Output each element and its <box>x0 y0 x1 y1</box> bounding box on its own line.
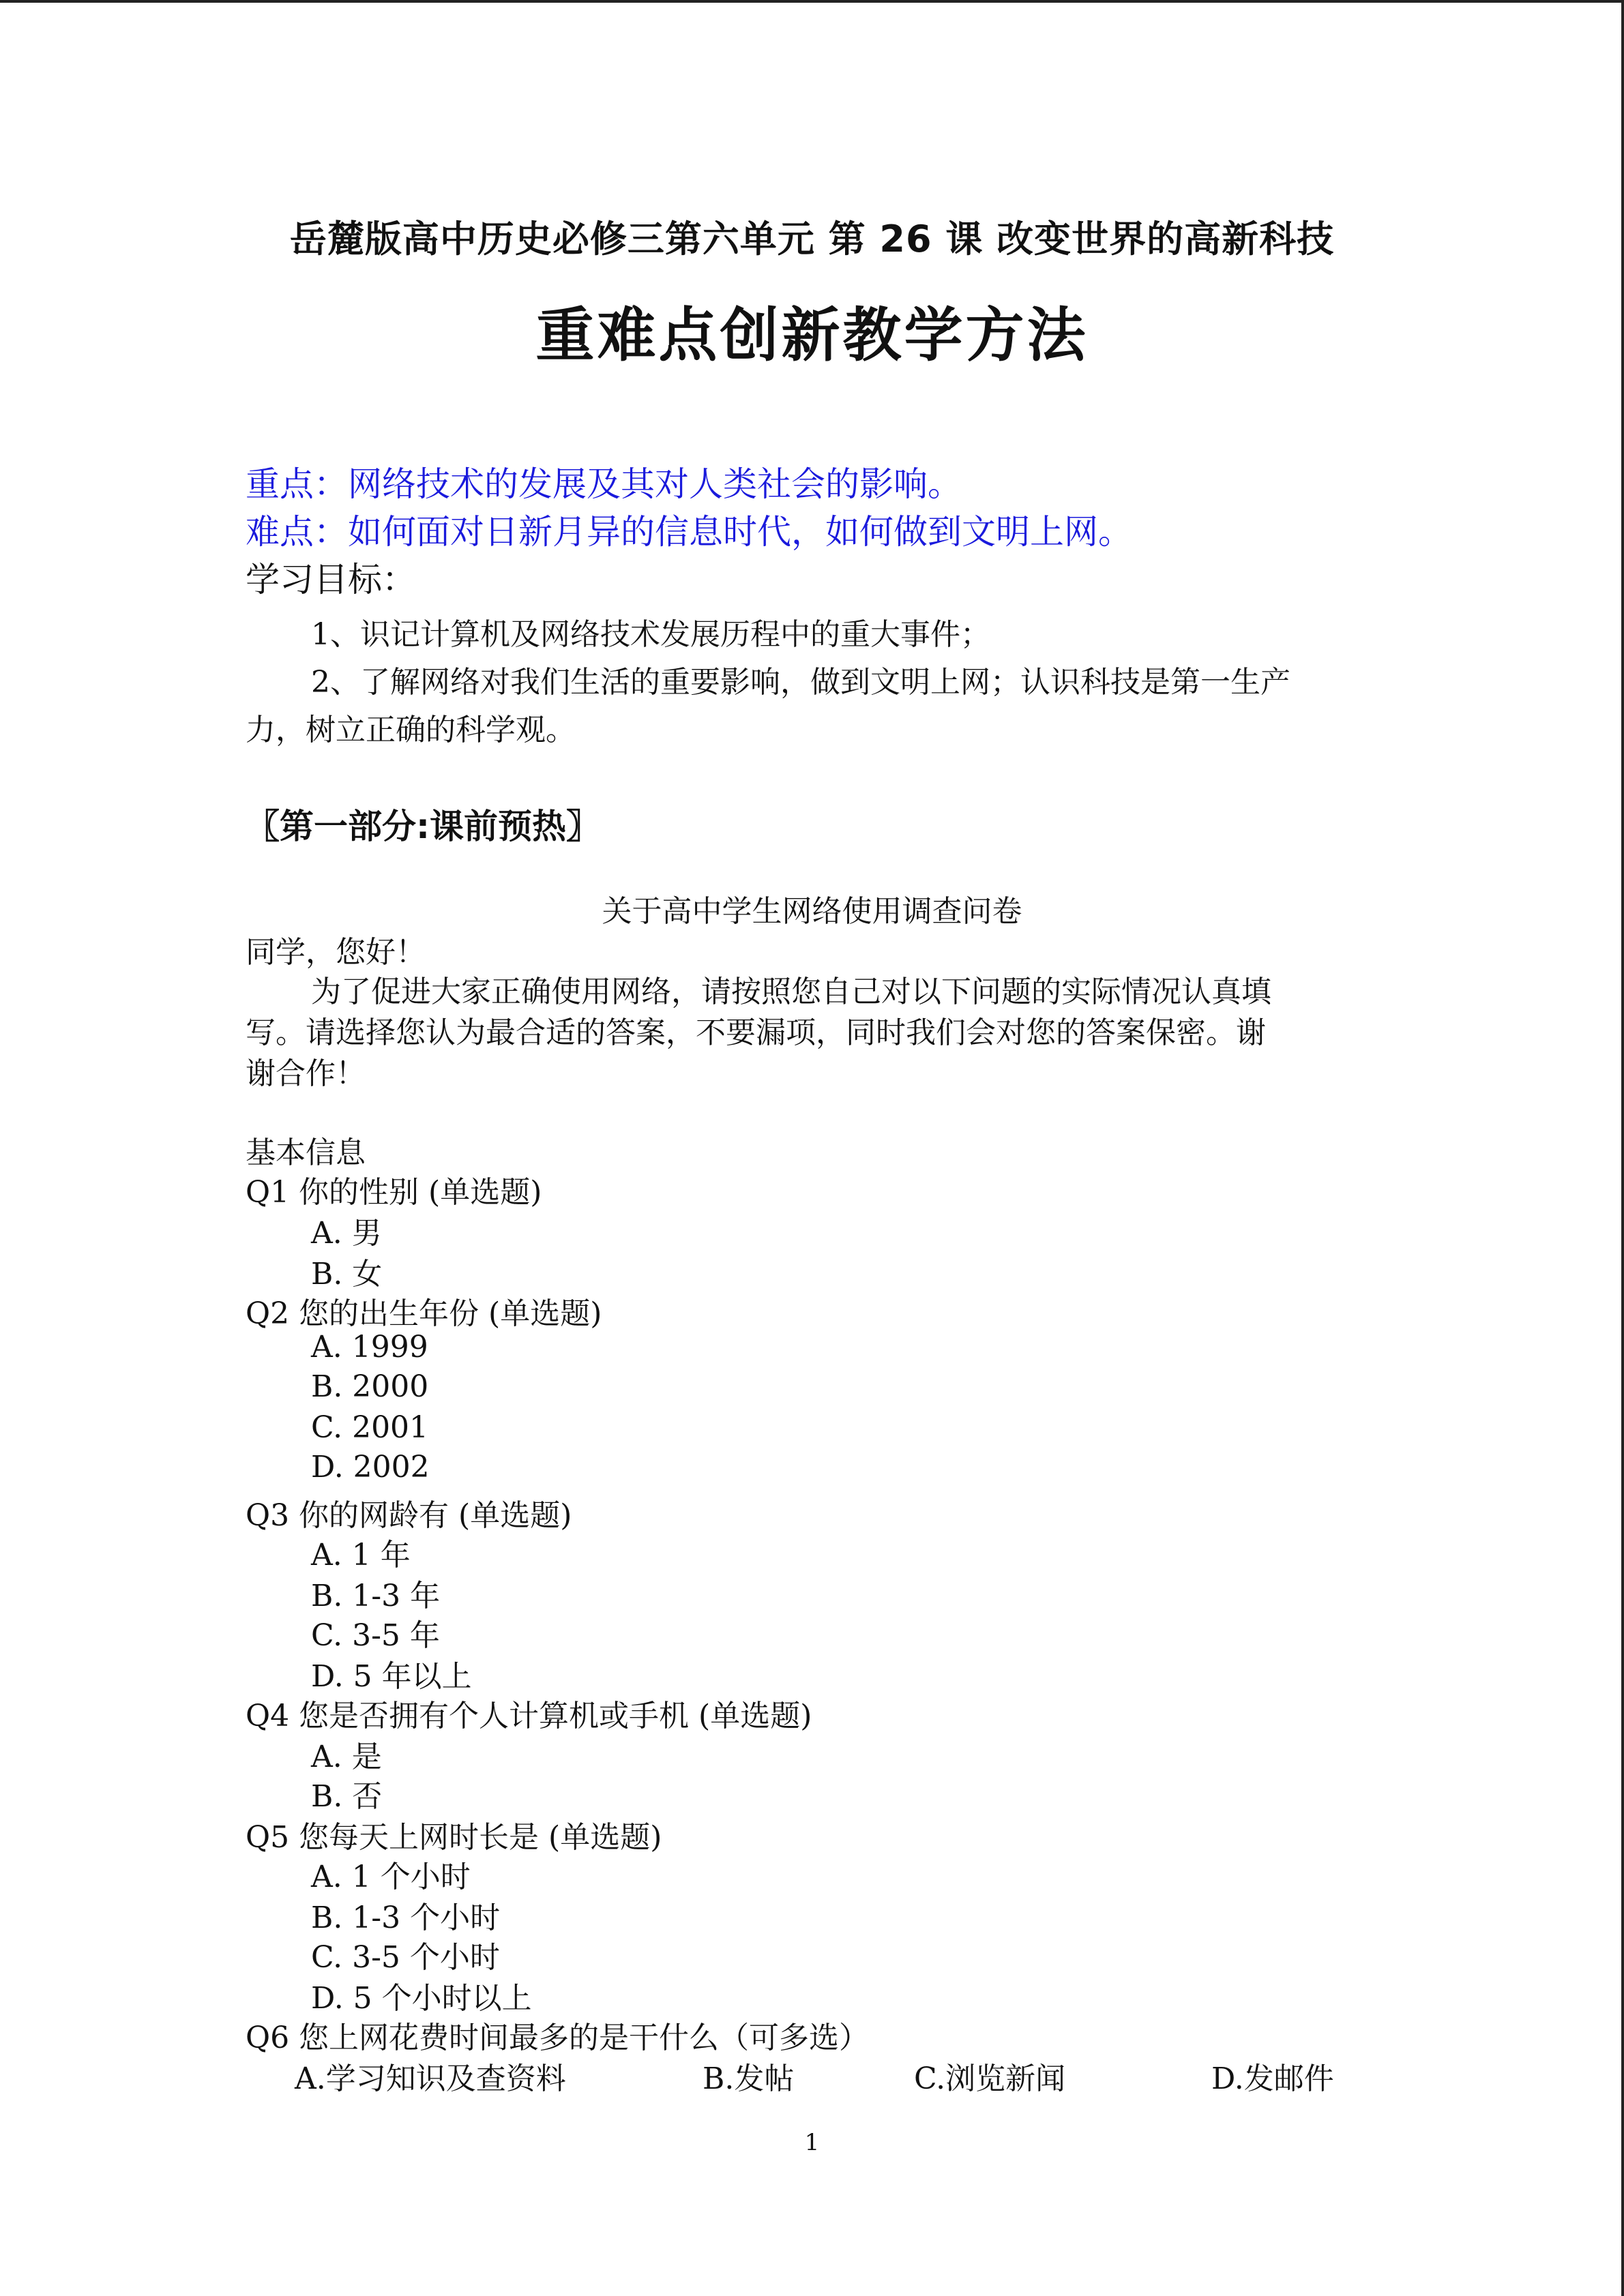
question-q1: Q1 你的性别 (单选题) <box>246 1175 542 1210</box>
q3-option-d: D. 5 年以上 <box>311 1659 472 1694</box>
q2-option-a: A. 1999 <box>311 1330 428 1365</box>
q1-option-a: A. 男 <box>311 1216 382 1251</box>
question-q5: Q5 您每天上网时长是 (单选题) <box>246 1820 662 1855</box>
question-q4: Q4 您是否拥有个人计算机或手机 (单选题) <box>246 1699 812 1733</box>
q5-option-d: D. 5 个小时以上 <box>311 1981 532 2016</box>
q6-option-d: D.发邮件 <box>1211 2061 1334 2096</box>
objective-item-2-line1: 2、了解网络对我们生活的重要影响，做到文明上网；认识科技是第一生产 <box>311 665 1290 700</box>
survey-intro-line2: 写。请选择您认为最合适的答案，不要漏项，同时我们会对您的答案保密。谢 <box>246 1015 1266 1050</box>
page-border-top <box>0 0 1624 3</box>
q3-option-a: A. 1 年 <box>311 1538 411 1572</box>
q6-option-c: C.浏览新闻 <box>914 2061 1066 2096</box>
page-number: 1 <box>804 2129 820 2156</box>
question-q2: Q2 您的出生年份 (单选题) <box>246 1296 602 1331</box>
document-title: 岳麓版高中历史必修三第六单元 第 26 课 改变世界的高新科技 <box>289 218 1335 260</box>
q3-option-c: C. 3-5 年 <box>311 1618 440 1653</box>
q2-option-c: C. 2001 <box>311 1410 429 1445</box>
key-point: 重点：网络技术的发展及其对人类社会的影响。 <box>246 464 962 504</box>
q5-option-a: A. 1 个小时 <box>311 1860 471 1894</box>
question-q3: Q3 你的网龄有 (单选题) <box>246 1498 572 1533</box>
basic-info-heading: 基本信息 <box>246 1135 366 1170</box>
document-subtitle: 重难点创新教学方法 <box>535 301 1089 370</box>
objective-item-2-line2: 力，树立正确的科学观。 <box>246 713 576 747</box>
q3-option-b: B. 1-3 年 <box>311 1579 441 1613</box>
objective-item-1: 1、识记计算机及网络技术发展历程中的重大事件； <box>311 617 990 652</box>
q4-option-a: A. 是 <box>311 1740 382 1774</box>
section-heading-part1: 〖第一部分:课前预热〗 <box>246 807 600 846</box>
survey-intro-line1: 为了促进大家正确使用网络，请按照您自己对以下问题的实际情况认真填 <box>311 974 1271 1009</box>
q5-option-b: B. 1-3 个小时 <box>311 1900 501 1935</box>
q6-option-a: A.学习知识及查资料 <box>295 2061 566 2096</box>
q2-option-b: B. 2000 <box>311 1369 429 1404</box>
survey-title: 关于高中学生网络使用调查问卷 <box>602 894 1022 929</box>
survey-intro-line3: 谢合作！ <box>246 1056 366 1091</box>
q2-option-d: D. 2002 <box>311 1450 430 1485</box>
objectives-heading: 学习目标： <box>246 560 416 599</box>
q1-option-b: B. 女 <box>311 1257 383 1292</box>
q5-option-c: C. 3-5 个小时 <box>311 1940 500 1975</box>
q4-option-b: B. 否 <box>311 1779 383 1814</box>
difficult-point: 难点：如何面对日新月异的信息时代，如何做到文明上网。 <box>246 512 1132 552</box>
survey-greeting: 同学，您好！ <box>246 935 426 970</box>
q6-option-b: B.发帖 <box>703 2061 795 2096</box>
question-q6: Q6 您上网花费时间最多的是干什么（可多选） <box>246 2021 870 2055</box>
